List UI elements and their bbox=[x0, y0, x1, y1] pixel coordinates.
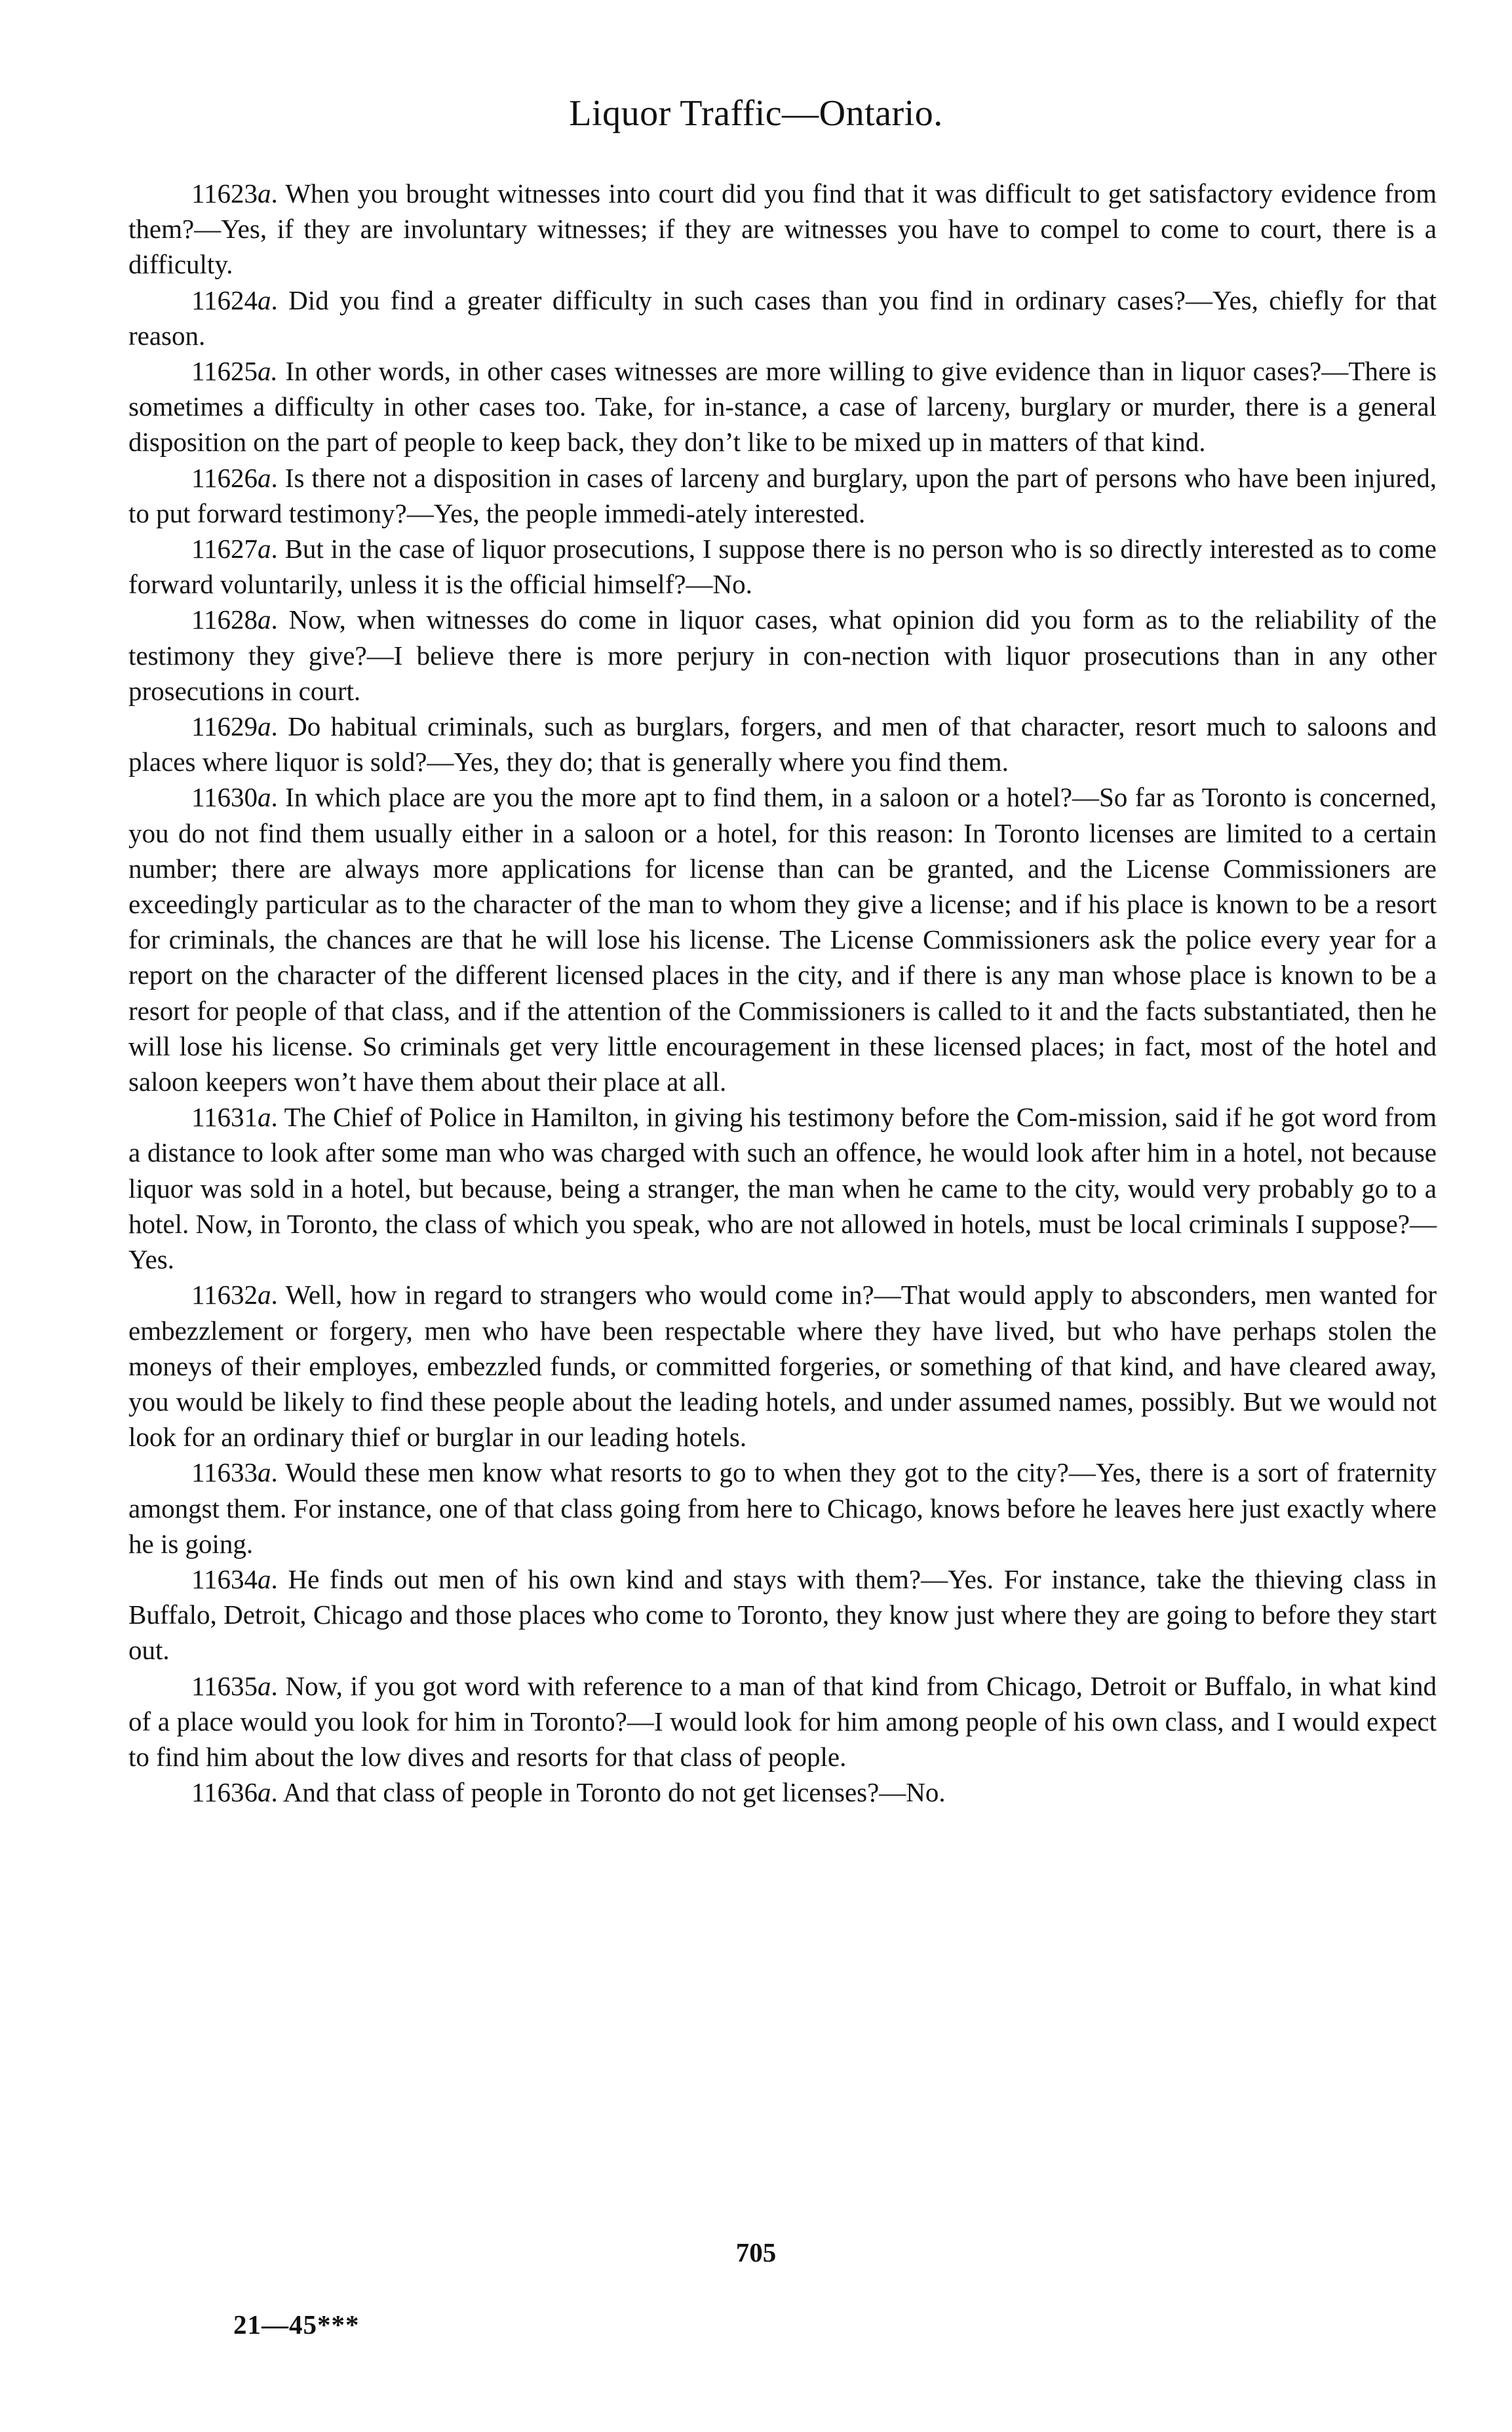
paragraph-text: Now, when witnesses do come in liquor cases, what opinion did you form as to the reliability of the testimony they give?—I believe there is more perjury in con-nection with liquor prosecutions than in any other prosecutions in court. bbox=[128, 604, 1437, 706]
question-number: 11628a. bbox=[191, 604, 278, 635]
paragraph-text: But in the case of liquor prosecutions, I suppose there is no person who is so directly interested as to come forward voluntarily, unless it is the official himself?—No. bbox=[128, 534, 1437, 600]
paragraph-text: Did you find a greater difficulty in such cases than you find in ordinary cases?—Yes, chiefly for that reason. bbox=[128, 284, 1437, 351]
testimony-paragraph-11634a bbox=[128, 1561, 1437, 1668]
testimony-paragraph-11635a bbox=[128, 1668, 1437, 1775]
testimony-paragraph-11628a bbox=[128, 602, 1437, 709]
paragraph-text: The Chief of Police in Hamilton, in giving his testimony before the Com-mission, said if he got word from a distance to look after some man who was charged with such an offence, he would look after him in a hotel, not because liquor was sold in a hotel, but because, being a stranger, the man when he came to the city, would very probably go to a hotel. Now, in Toronto, the class of which you speak, who are not allowed in hotels, must be local criminals I suppose?—Yes. bbox=[128, 1102, 1437, 1275]
paragraph-text: Do habitual criminals, such as burglars, forgers, and men of that character, resort much to saloons and places where liquor is sold?—Yes, they do; that is generally where you find them. bbox=[128, 711, 1437, 777]
testimony-paragraph-11624a bbox=[128, 283, 1437, 353]
testimony-body bbox=[128, 176, 1437, 1810]
testimony-paragraph-11629a bbox=[128, 709, 1437, 779]
testimony-paragraph-11625a bbox=[128, 353, 1437, 460]
testimony-paragraph-11631a bbox=[128, 1099, 1437, 1277]
paragraph-text: He finds out men of his own kind and stays with them?—Yes. For instance, take the thieving class in Buffalo, Detroit, Chicago and those places who come to Toronto, they know just where they are going to before they start out. bbox=[128, 1563, 1437, 1666]
printer-signature-mark: 21—45*** bbox=[233, 2309, 360, 2340]
question-number: 11631a. bbox=[191, 1102, 278, 1133]
paragraph-text: And that class of people in Toronto do not get licenses?—No. bbox=[282, 1777, 946, 1808]
paragraph-text: In other words, in other cases witnesses are more willing to give evidence than in liquor cases?—There is sometimes a difficulty in other cases too. Take, for in-stance, a case of larceny, burglary or murder, there is a general disposition on the part of people to keep back, they don’t like to be mixed up in matters of that kind. bbox=[128, 356, 1437, 458]
testimony-paragraph-11636a bbox=[128, 1775, 1437, 1810]
question-number: 11626a. bbox=[191, 462, 278, 493]
paragraph-text: Now, if you got word with reference to a man of that kind from Chicago, Detroit or Buffalo, in what kind of a place would you look for him in Toronto?—I would look for him among people of his own class, and I would expect to find him about the low dives and resorts for that class of people. bbox=[128, 1670, 1437, 1772]
testimony-paragraph-11632a bbox=[128, 1277, 1437, 1455]
question-number: 11627a. bbox=[191, 534, 278, 564]
testimony-paragraph-11630a bbox=[128, 779, 1437, 1099]
testimony-paragraph-11623a bbox=[128, 176, 1437, 283]
question-number: 11632a. bbox=[191, 1280, 278, 1310]
paragraph-text: Is there not a disposition in cases of larceny and burglary, upon the part of persons who have been injured, to put forward testimony?—Yes, the people immedi-ately interested. bbox=[128, 462, 1437, 528]
running-head-title: Liquor Traffic—Ontario. bbox=[569, 93, 943, 134]
paragraph-text: Would these men know what resorts to go to when they got to the city?—Yes, there is a sort of fraternity amongst them. For instance, one of that class going from here to Chicago, knows before he leaves here just exactly where he is going. bbox=[128, 1457, 1437, 1559]
page-number: 705 bbox=[735, 2237, 777, 2267]
testimony-paragraph-11633a bbox=[128, 1455, 1437, 1561]
question-number: 11634a. bbox=[191, 1563, 278, 1594]
testimony-paragraph-11626a bbox=[128, 460, 1437, 531]
question-number: 11636a. bbox=[191, 1777, 278, 1808]
question-number: 11625a. bbox=[191, 356, 278, 387]
question-number: 11630a. bbox=[191, 782, 278, 813]
paragraph-text: Well, how in regard to strangers who would come in?—That would apply to absconders, men wanted for embezzlement or forgery, men who have been respectable where they have lived, but who have perhaps stolen the moneys of their employes, embezzled funds, or committed forgeries, or something of that kind, and have cleared away, you would be likely to find these people about the leading hotels, and under assumed names, possibly. But we would not look for an ordinary thief or burglar in our leading hotels. bbox=[128, 1280, 1437, 1453]
question-number: 11635a. bbox=[191, 1670, 278, 1701]
testimony-paragraph-11627a bbox=[128, 531, 1437, 602]
paragraph-text: In which place are you the more apt to find them, in a saloon or a hotel?—So far as Toronto is concerned, you do not find them usually either in a saloon or a hotel, for this reason: In Toronto licenses are limited to a certain number; there are always more applications for license than can be granted, and the License Commissioners are exceedingly particular as to the character of the man to whom they give a license; and if his place is known to be a resort for criminals, the chances are that he will lose his license. The License Commissioners ask the police every year for a report on the character of the different licensed places in the city, and if there is any man whose place is known to be a resort for people of that class, and if the attention of the Commissioners is called to it and the facts substantiated, then he will lose his license. So criminals get very little encouragement in these licensed places; in fact, most of the hotel and saloon keepers won’t have them about their place at all. bbox=[128, 782, 1437, 1097]
question-number: 11629a. bbox=[191, 711, 278, 742]
paragraph-text: When you brought witnesses into court did you find that it was difficult to get satisfactory evidence from them?—Yes, if they are involuntary witnesses; if they are witnesses you have to compel to come to court, there is a difficulty. bbox=[128, 178, 1437, 280]
question-number: 11633a. bbox=[191, 1457, 278, 1488]
question-number: 11623a. bbox=[191, 178, 278, 208]
question-number: 11624a. bbox=[191, 284, 278, 315]
